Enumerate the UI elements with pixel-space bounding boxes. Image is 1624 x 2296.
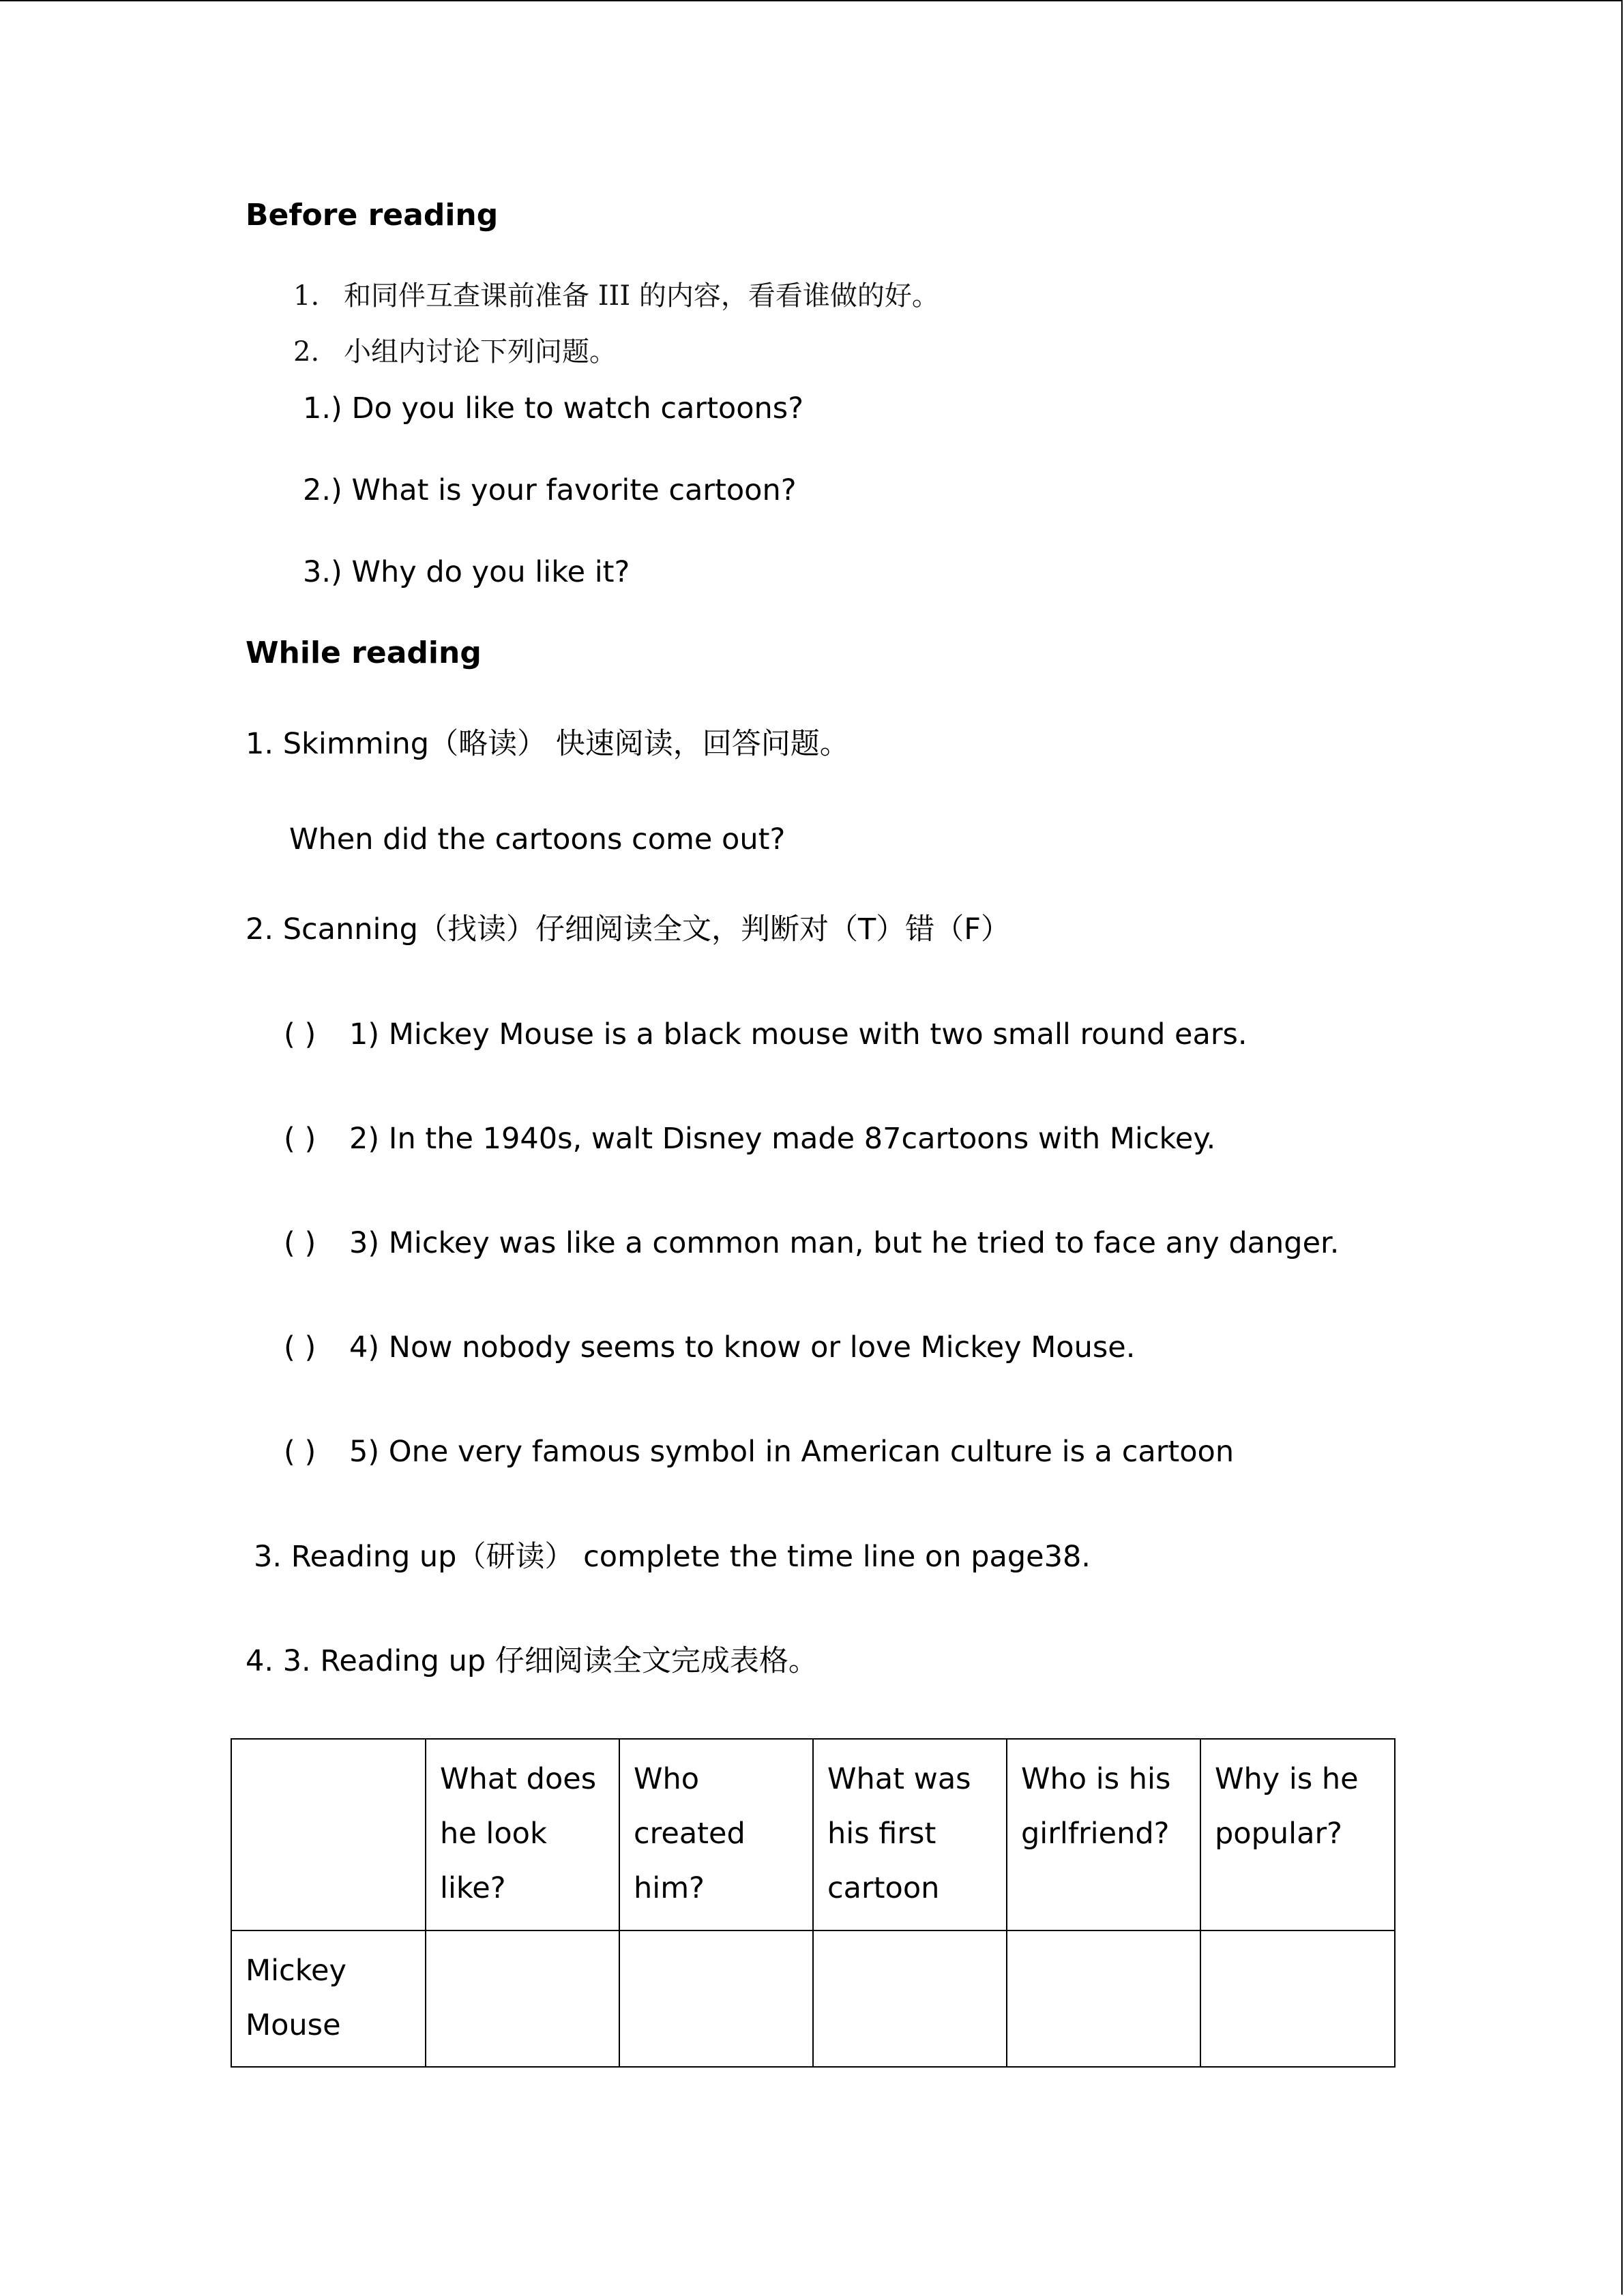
- statement-text: 3) Mickey was like a common man, but he tried to face any danger.: [349, 1226, 1340, 1260]
- discussion-question-2: 2.) What is your favorite cartoon?: [303, 473, 797, 507]
- tf-statement-2: [284, 1124, 1215, 1154]
- header-cell-creator: Who created him?: [619, 1739, 813, 1930]
- table-header-row: [231, 1739, 1395, 1930]
- statement-text: 2) In the 1940s, walt Disney made 87cartoons with Mickey.: [349, 1122, 1216, 1156]
- skimming-title: 1. Skimming（略读） 快速阅读，回答问题。: [246, 727, 849, 761]
- answer-cell-creator[interactable]: [619, 1930, 813, 2067]
- tf-statement-3: [284, 1226, 1340, 1260]
- row-label-cell: Mickey Mouse: [231, 1930, 426, 2067]
- statement-text: 1) Mickey Mouse is a black mouse with two small round ears.: [349, 1017, 1247, 1052]
- answer-blank[interactable]: ( ): [284, 1435, 316, 1469]
- statement-text: 4) Now nobody seems to know or love Mickey Mouse.: [349, 1330, 1136, 1365]
- while-reading-heading: While reading: [246, 636, 482, 670]
- mickey-mouse-table: [231, 1738, 1396, 2068]
- answer-blank[interactable]: ( ): [284, 1017, 316, 1052]
- before-reading-item-1: [293, 282, 939, 310]
- answer-blank[interactable]: ( ): [284, 1330, 316, 1365]
- header-cell-first-cartoon: What was his first cartoon: [813, 1739, 1007, 1930]
- item-number: 1.: [293, 280, 320, 312]
- header-cell-girlfriend: Who is his girlfriend?: [1007, 1739, 1200, 1930]
- tf-statement-5: [284, 1437, 1234, 1467]
- answer-cell-first-cartoon[interactable]: [813, 1930, 1007, 2067]
- statement-text: 5) One very famous symbol in American culture is a cartoon: [349, 1435, 1235, 1469]
- reading-up-instruction: 3. Reading up（研读） complete the time line on page38.: [254, 1540, 1091, 1574]
- table-corner-cell: [231, 1739, 426, 1930]
- table-row-mickey: [231, 1930, 1395, 2067]
- answer-cell-girlfriend[interactable]: [1007, 1930, 1200, 2067]
- answer-cell-look[interactable]: [426, 1930, 619, 2067]
- tf-statement-4: [284, 1330, 1136, 1365]
- before-reading-heading: Before reading: [246, 198, 499, 233]
- header-cell-popular: Why is he popular?: [1200, 1739, 1395, 1930]
- item-text: 小组内讨论下列问题。: [344, 336, 617, 368]
- before-reading-item-2: [293, 338, 617, 366]
- skimming-question: When did the cartoons come out?: [289, 822, 786, 856]
- answer-blank[interactable]: ( ): [284, 1226, 316, 1260]
- scanning-title: 2. Scanning（找读）仔细阅读全文，判断对（T）错（F）: [246, 912, 1010, 946]
- header-cell-look: What does he look like?: [426, 1739, 619, 1930]
- answer-blank[interactable]: ( ): [284, 1122, 316, 1156]
- discussion-question-1: 1.) Do you like to watch cartoons?: [303, 391, 804, 426]
- item-text: 和同伴互查课前准备 III 的内容，看看谁做的好。: [344, 280, 939, 312]
- discussion-question-3: 3.) Why do you like it?: [303, 555, 630, 589]
- table-intro: 4. 3. Reading up 仔细阅读全文完成表格。: [246, 1644, 818, 1678]
- answer-cell-popular[interactable]: [1200, 1930, 1395, 2067]
- tf-statement-1: [284, 1017, 1247, 1052]
- item-number: 2.: [293, 336, 320, 368]
